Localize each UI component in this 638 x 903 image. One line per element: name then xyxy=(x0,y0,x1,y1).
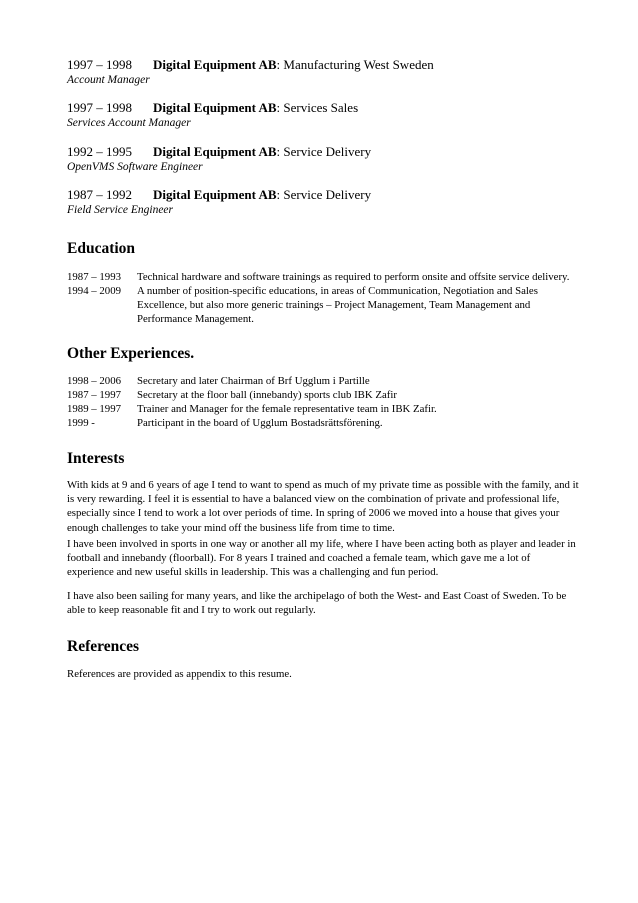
experience-line xyxy=(67,144,587,160)
other-experience-text: Trainer and Manager for the female representative team in IBK Zafir. xyxy=(137,403,437,415)
other-experiences-heading: Other Experiences. xyxy=(67,345,195,362)
education-period: 1987 – 1993 xyxy=(67,271,121,283)
education-text: Technical hardware and software trainings as required to perform onsite and offsite service delivery. xyxy=(137,271,570,283)
other-experience-text: Participant in the board of Ugglum Bostadsrättsförening. xyxy=(137,417,383,429)
experience-line xyxy=(67,187,587,203)
other-experience-row xyxy=(67,388,587,402)
experience-title: Account Manager xyxy=(67,74,150,86)
interests-heading: Interests xyxy=(67,450,125,467)
other-experience-row xyxy=(67,402,587,416)
experience-title: Field Service Engineer xyxy=(67,204,174,216)
other-experience-period: 1998 – 2006 xyxy=(67,375,121,387)
interests-paragraph: I have also been sailing for many years, and like the archipelago of both the West- and East Coast of Sweden. To be able to keep reasonable fit and I try to work out regularly. xyxy=(67,590,567,617)
experience-entry xyxy=(67,144,587,175)
experience-entry xyxy=(67,57,587,88)
other-experience-row xyxy=(67,416,587,430)
other-experience-text: Secretary and later Chairman of Brf Ugglum i Partille xyxy=(137,375,370,387)
interests-paragraph: I have been involved in sports in one way or another all my life, where I have been acting both as player and leader in football and innebandy (floorball). For 8 years I trained and coached a female team, which gave me a lot of experience and new useful skills in leadership. This was a challenging and fun period. xyxy=(67,538,576,579)
education-row xyxy=(67,270,587,284)
experience-division: : Service Delivery xyxy=(276,144,372,159)
other-experience-row xyxy=(67,374,587,388)
experience-period: 1992 – 1995 xyxy=(67,144,132,159)
education-period: 1994 – 2009 xyxy=(67,285,121,297)
experience-line xyxy=(67,57,587,73)
experience-division: : Service Delivery xyxy=(276,187,372,202)
other-experience-period: 1987 – 1997 xyxy=(67,389,121,401)
education-text: A number of position-specific educations, in areas of Communication, Negotiation and Sales Excellence, but also more generic trainings – Project Management, Team Management and Performance Management. xyxy=(137,285,538,325)
other-experience-period: 1999 - xyxy=(67,417,95,429)
experience-period: 1987 – 1992 xyxy=(67,187,132,202)
experience-division: : Manufacturing West Sweden xyxy=(276,57,434,72)
experience-division: : Services Sales xyxy=(276,100,359,115)
experience-period: 1997 – 1998 xyxy=(67,57,132,72)
experience-title: OpenVMS Software Engineer xyxy=(67,161,203,173)
references-heading: References xyxy=(67,638,140,655)
other-experiences-table xyxy=(67,374,587,430)
education-table xyxy=(67,270,587,326)
experience-company: Digital Equipment AB xyxy=(153,100,277,115)
experience-company: Digital Equipment AB xyxy=(153,187,277,202)
experience-company: Digital Equipment AB xyxy=(153,144,277,159)
interests-paragraph: With kids at 9 and 6 years of age I tend to want to spend as much of my private time as possible with the family, and it is very rewarding. I feel it is essential to have a balanced view on the combination of private and professional life, especially since I tend to work a lot over periods of time. In spring of 2006 we moved into a house that gives your enough challenges to take your mind off the business life from time to time. xyxy=(67,479,579,534)
experience-period: 1997 – 1998 xyxy=(67,100,132,115)
education-heading: Education xyxy=(67,240,136,257)
experience-entry xyxy=(67,187,587,218)
experience-line xyxy=(67,100,587,116)
experience-company: Digital Equipment AB xyxy=(153,57,277,72)
references-text: References are provided as appendix to this resume. xyxy=(67,668,292,680)
other-experience-period: 1989 – 1997 xyxy=(67,403,121,415)
other-experience-text: Secretary at the floor ball (innebandy) sports club IBK Zafir xyxy=(137,389,397,401)
experience-title: Services Account Manager xyxy=(67,117,191,129)
experience-entry xyxy=(67,100,587,131)
education-row xyxy=(67,284,587,326)
